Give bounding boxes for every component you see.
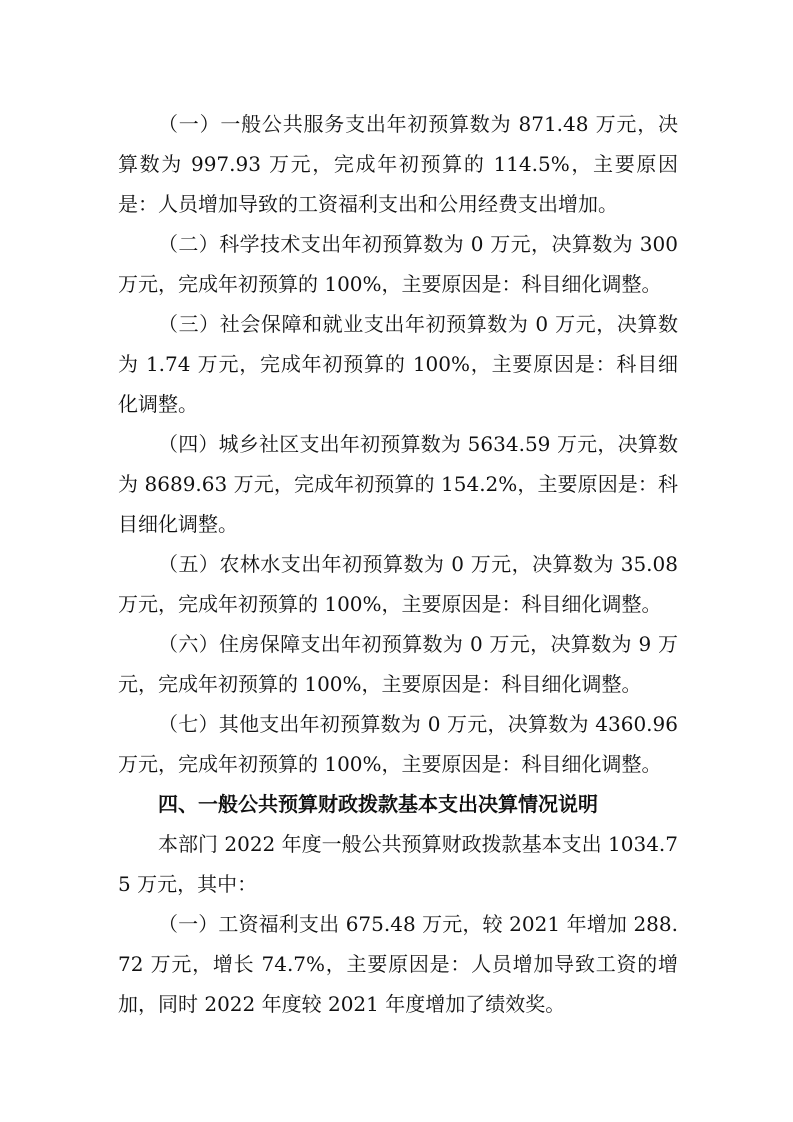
paragraph-wages-welfare: （一）工资福利支出 675.48 万元，较 2021 年增加 288.72 万元，增长 74.7%，主要原因是：人员增加导致工资的增加，同时 2022 年度较 2021 年度增加了绩效奖。 (118, 912, 678, 1016)
paragraph-basic-expenditure-total: 本部门 2022 年度一般公共预算财政拨款基本支出 1034.75 万元，其中： (118, 832, 678, 896)
paragraph-science-technology: （二）科学技术支出年初预算数为 0 万元，决算数为 300 万元，完成年初预算的 100%，主要原因是：科目细化调整。 (118, 232, 678, 296)
paragraph-urban-rural-community: （四）城乡社区支出年初预算数为 5634.59 万元，决算数为 8689.63 万元，完成年初预算的 154.2%，主要原因是：科目细化调整。 (118, 432, 678, 536)
paragraph-agriculture-forestry-water: （五）农林水支出年初预算数为 0 万元，决算数为 35.08 万元，完成年初预算的 100%，主要原因是：科目细化调整。 (118, 552, 678, 616)
section-heading: 四、一般公共预算财政拨款基本支出决算情况说明 (158, 792, 598, 816)
paragraph-social-security: （三）社会保障和就业支出年初预算数为 0 万元，决算数为 1.74 万元，完成年初预算的 100%，主要原因是：科目细化调整。 (118, 312, 678, 416)
paragraph-other-expenditure: （七）其他支出年初预算数为 0 万元，决算数为 4360.96 万元，完成年初预算的 100%，主要原因是：科目细化调整。 (118, 712, 678, 776)
paragraph-housing-security: （六）住房保障支出年初预算数为 0 万元，决算数为 9 万元，完成年初预算的 100%，主要原因是：科目细化调整。 (118, 632, 678, 696)
paragraph-general-public-services: （一）一般公共服务支出年初预算数为 871.48 万元，决算数为 997.93 万元，完成年初预算的 114.5%，主要原因是：人员增加导致的工资福利支出和公用经费支出增加。 (118, 112, 678, 216)
